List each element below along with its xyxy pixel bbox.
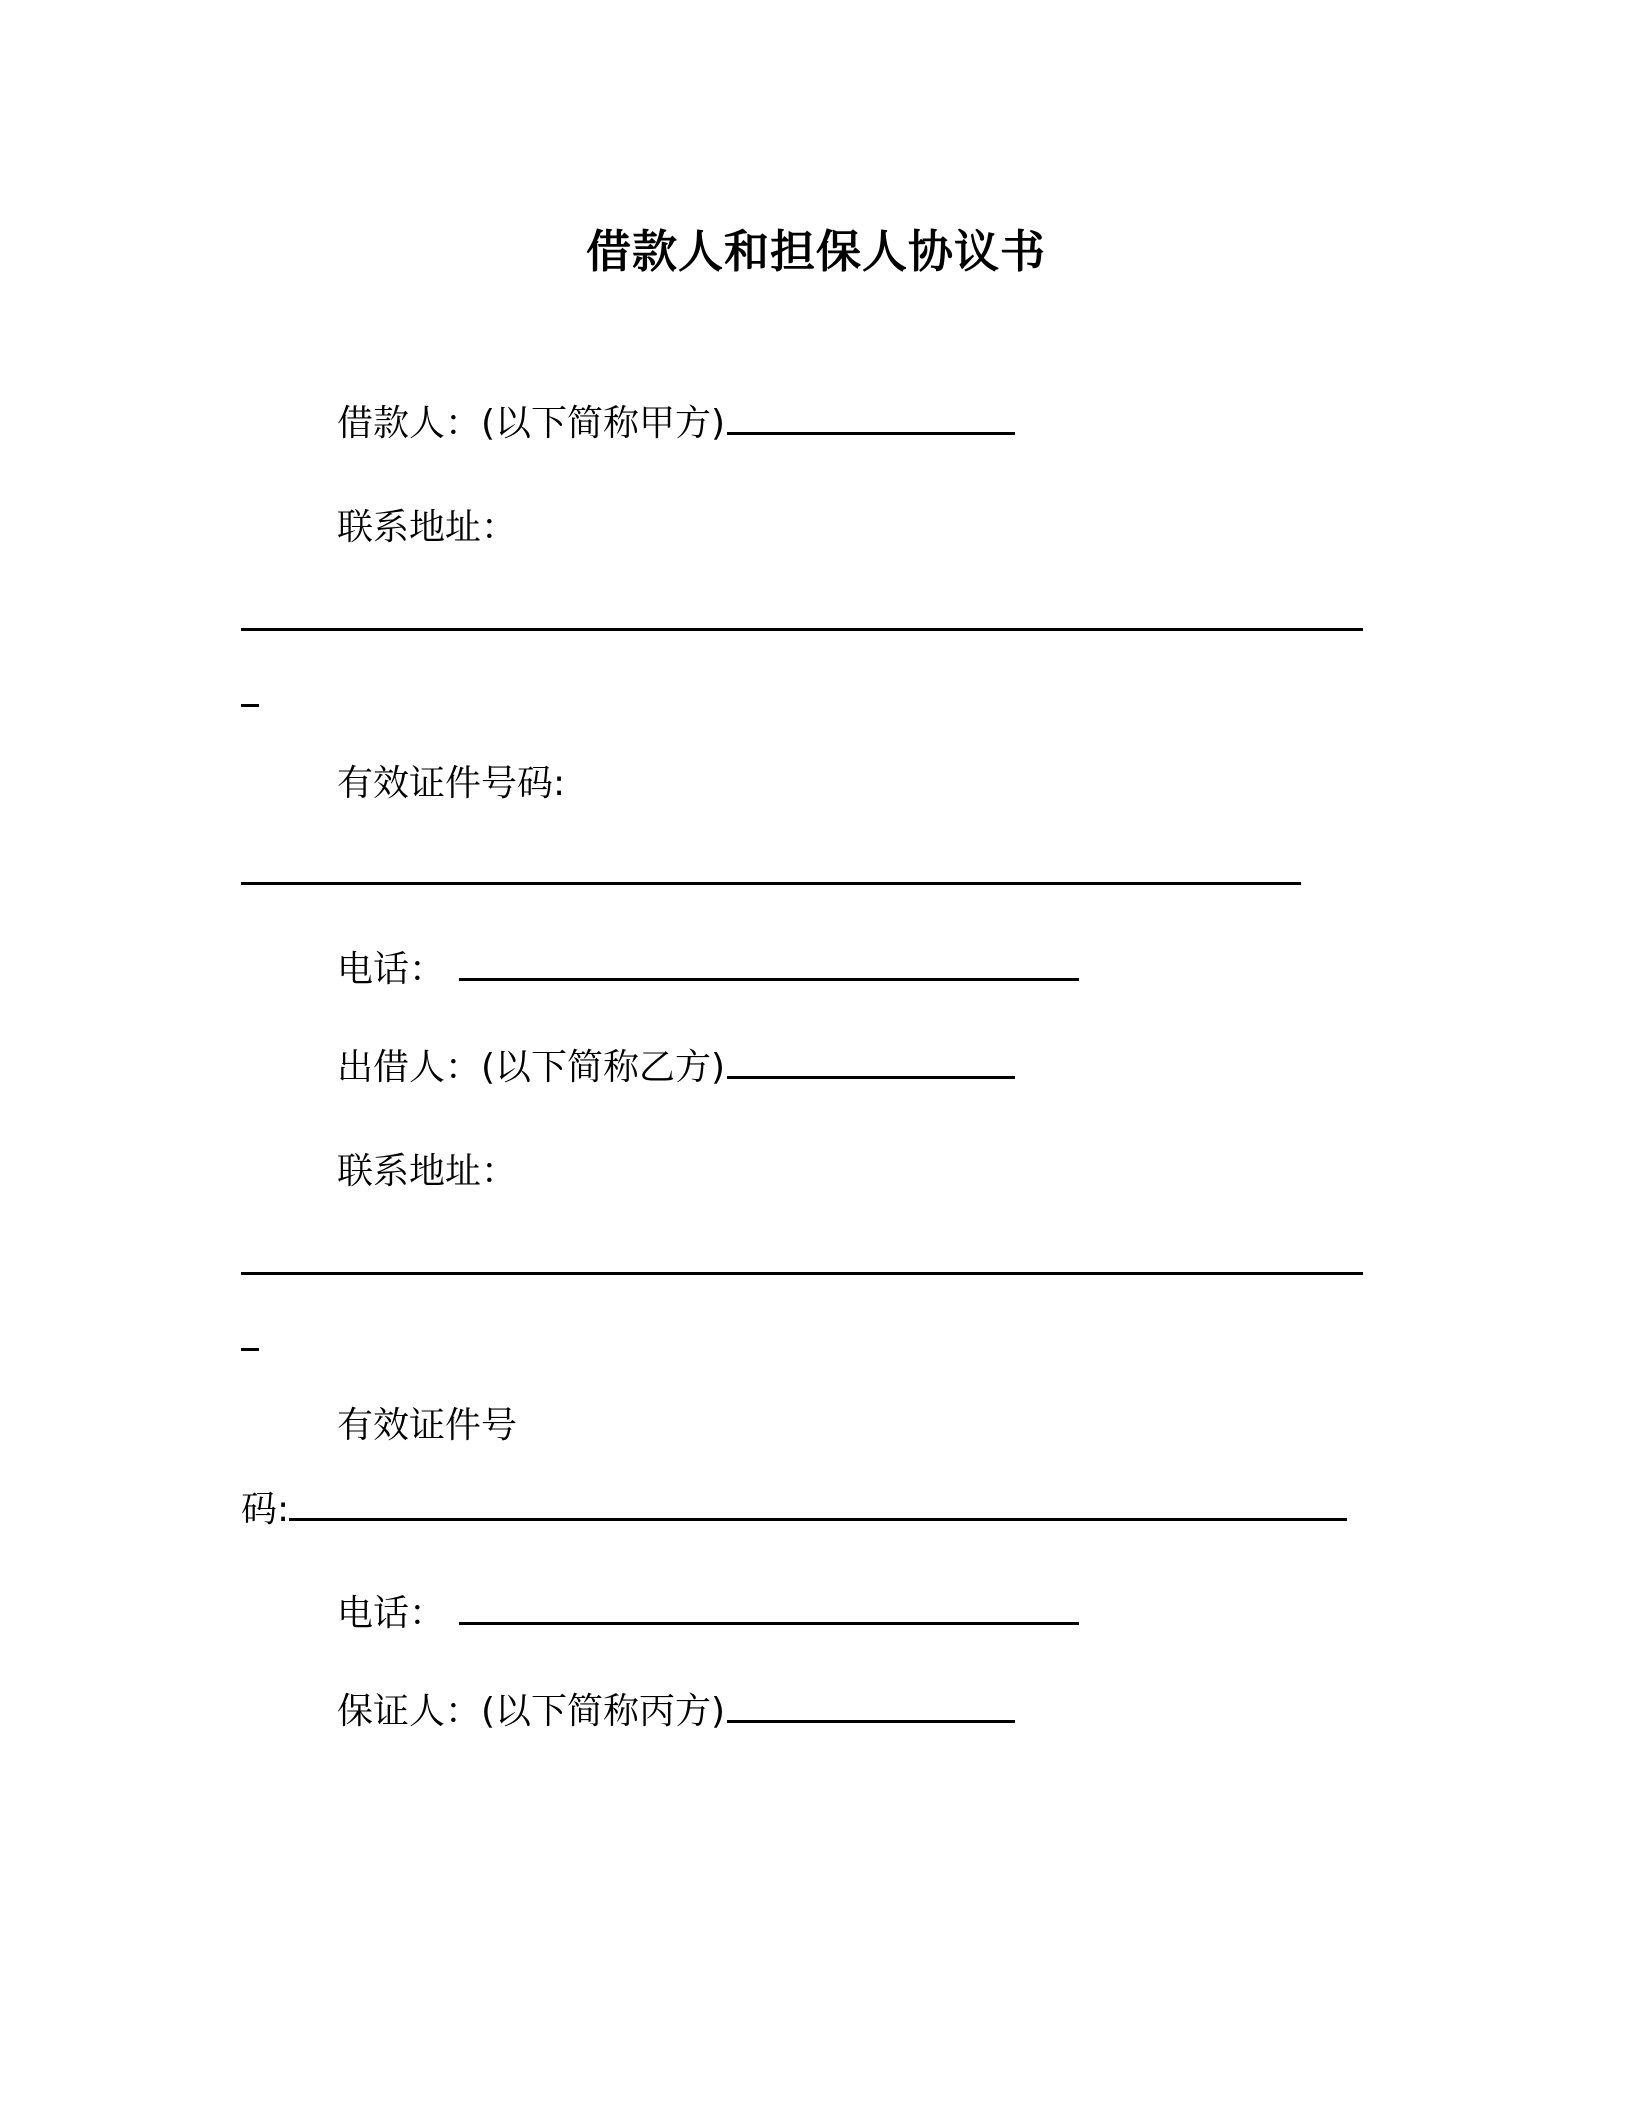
lender-line — [337, 1044, 1015, 1092]
guarantor-name-blank — [727, 1690, 1015, 1723]
document-title: 借款人和担保人协议书 — [585, 225, 1046, 278]
lender-id-blank — [289, 1488, 1347, 1521]
borrower-address-label: 联系地址： — [337, 507, 518, 548]
lender-phone-blank — [459, 1592, 1079, 1625]
borrower-id-line — [337, 760, 565, 808]
guarantor-line — [337, 1688, 1015, 1736]
borrower-line — [337, 400, 1015, 448]
lender-id-label-part2: 码: — [241, 1489, 290, 1530]
borrower-address-blank-tail — [241, 704, 259, 707]
lender-address-line — [337, 1148, 517, 1196]
lender-address-label: 联系地址： — [337, 1151, 518, 1192]
lender-address-blank — [241, 1272, 1363, 1275]
borrower-label: 借款人：(以下简称甲方) — [337, 403, 726, 444]
borrower-phone-line — [337, 946, 1079, 994]
borrower-phone-label: 电话： — [337, 949, 446, 990]
lender-id-label-part1: 有效证件号 — [337, 1405, 518, 1446]
borrower-address-line — [337, 504, 517, 552]
borrower-address-blank — [241, 628, 1363, 631]
lender-id-line — [337, 1402, 517, 1450]
lender-phone-label: 电话： — [337, 1593, 446, 1634]
lender-label: 出借人：(以下简称乙方) — [337, 1047, 726, 1088]
borrower-name-blank — [727, 402, 1015, 435]
lender-id-line-2 — [241, 1486, 1347, 1534]
borrower-id-label: 有效证件号码: — [337, 763, 566, 804]
lender-name-blank — [727, 1046, 1015, 1079]
lender-address-blank-tail — [241, 1348, 259, 1351]
borrower-id-blank — [241, 882, 1301, 885]
lender-phone-line — [337, 1590, 1079, 1638]
guarantor-label: 保证人：(以下简称丙方) — [337, 1691, 726, 1732]
borrower-phone-blank — [459, 948, 1079, 981]
